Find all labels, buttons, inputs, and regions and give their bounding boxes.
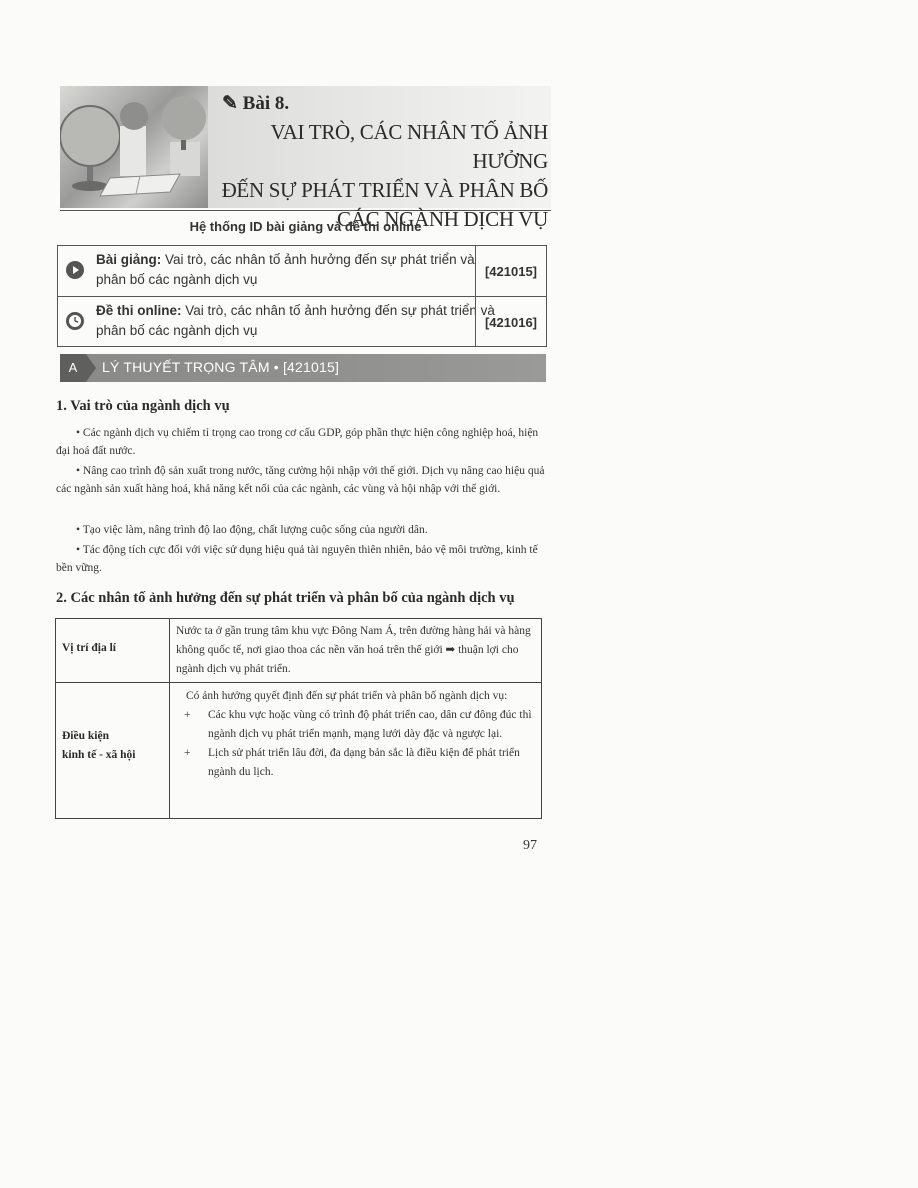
- part1-heading: 1. Vai trò của ngành dịch vụ: [56, 398, 230, 414]
- table-divider: [169, 619, 170, 818]
- part1-bullet: • Tác động tích cực đối với việc sử dụng hiệu quả tài nguyên thiên nhiên, bảo vệ môi trường, kinh tế bền vững.: [56, 544, 538, 574]
- factors-table: [55, 618, 542, 819]
- part2-heading: 2. Các nhân tố ảnh hưởng đến sự phát triển và phân bố của ngành dịch vụ: [56, 590, 515, 606]
- lesson-title-line: ĐẾN SỰ PHÁT TRIỂN VÀ PHÂN BỐ: [221, 178, 548, 202]
- factor-intro: Có ảnh hưởng quyết định đến sự phát triển và phân bố ngành dịch vụ:: [186, 690, 508, 702]
- clock-icon: [65, 311, 85, 331]
- id-row-text: [96, 250, 496, 290]
- id-row-description: Vai trò, các nhân tố ảnh hưởng đến sự phát triển và phân bố các ngành dịch vụ: [96, 303, 495, 338]
- lesson-title-line: VAI TRÒ, CÁC NHÂN TỐ ẢNH HƯỞNG: [270, 120, 548, 173]
- factor-text-socioeconomic: [176, 687, 538, 782]
- id-table: [57, 245, 547, 347]
- id-system-heading: Hệ thống ID bài giảng và đề thi online: [189, 219, 422, 234]
- id-row-text: [96, 301, 496, 341]
- page-number: 97: [523, 838, 537, 853]
- part1-bullet: • Các ngành dịch vụ chiếm tỉ trọng cao trong cơ cấu GDP, góp phần thực hiện công nghiệp hoá, hiện đại hoá đất nước.: [56, 427, 539, 457]
- lesson-title-line: CÁC NGÀNH DỊCH VỤ: [337, 207, 548, 231]
- section-a-arrow: [86, 354, 96, 382]
- part1-bullet: • Nâng cao trình độ sản xuất trong nước, tăng cường hội nhập với thế giới. Dịch vụ nâng cao hiệu quả các ngành sản xuất hàng hoá, khả năng kết nối của các ngành, các vùng và hội nhập với thế giới.: [56, 465, 545, 495]
- factor-label-socioeconomic: Điều kiện kinh tế - xã hội: [62, 730, 136, 761]
- id-row-online-test[interactable]: [58, 296, 546, 347]
- id-code: [421016]: [475, 297, 546, 347]
- factor-item: + Các khu vực hoặc vùng có trình độ phát triển cao, dân cư đông đúc thì ngành dịch vụ phát triển mạnh, mạng lưới dày đặc và ngược lại.: [184, 709, 532, 740]
- part1-bullet: • Tạo việc làm, nâng trình độ lao động, chất lượng cuộc sống của người dân.: [76, 524, 428, 536]
- factor-item: + Lịch sử phát triển lâu đời, đa dạng bản sắc là điều kiện để phát triển ngành du lịch.: [184, 747, 520, 778]
- play-icon: [65, 260, 85, 280]
- id-row-description: Vai trò, các nhân tố ảnh hưởng đến sự phát triển và phân bố các ngành dịch vụ: [96, 252, 475, 287]
- pencil-icon: ✎: [222, 93, 243, 114]
- table-divider: [56, 682, 541, 683]
- lesson-label: ✎ Bài 8.: [222, 93, 290, 114]
- id-row-lecture[interactable]: [58, 246, 546, 296]
- id-row-label: Đề thi online:: [96, 303, 182, 318]
- factor-text-location: Nước ta ở gần trung tâm khu vực Đông Nam Á, trên đường hàng hải và hàng không quốc tế, nơi giao thoa các nền văn hoá trên thế giới ➡ thuận lợi cho ngành dịch vụ phát triển.: [176, 625, 531, 675]
- section-a-letter: A: [68, 360, 78, 375]
- lesson-title: [208, 118, 548, 234]
- section-a-title: LÝ THUYẾT TRỌNG TÂM • [421015]: [102, 359, 340, 375]
- factor-label-location: Vị trí địa lí: [62, 642, 116, 654]
- id-row-label: Bài giảng:: [96, 252, 162, 267]
- id-code: [421015]: [475, 246, 546, 296]
- globe-illustration: [60, 86, 208, 208]
- header-photo-globes: [60, 86, 208, 208]
